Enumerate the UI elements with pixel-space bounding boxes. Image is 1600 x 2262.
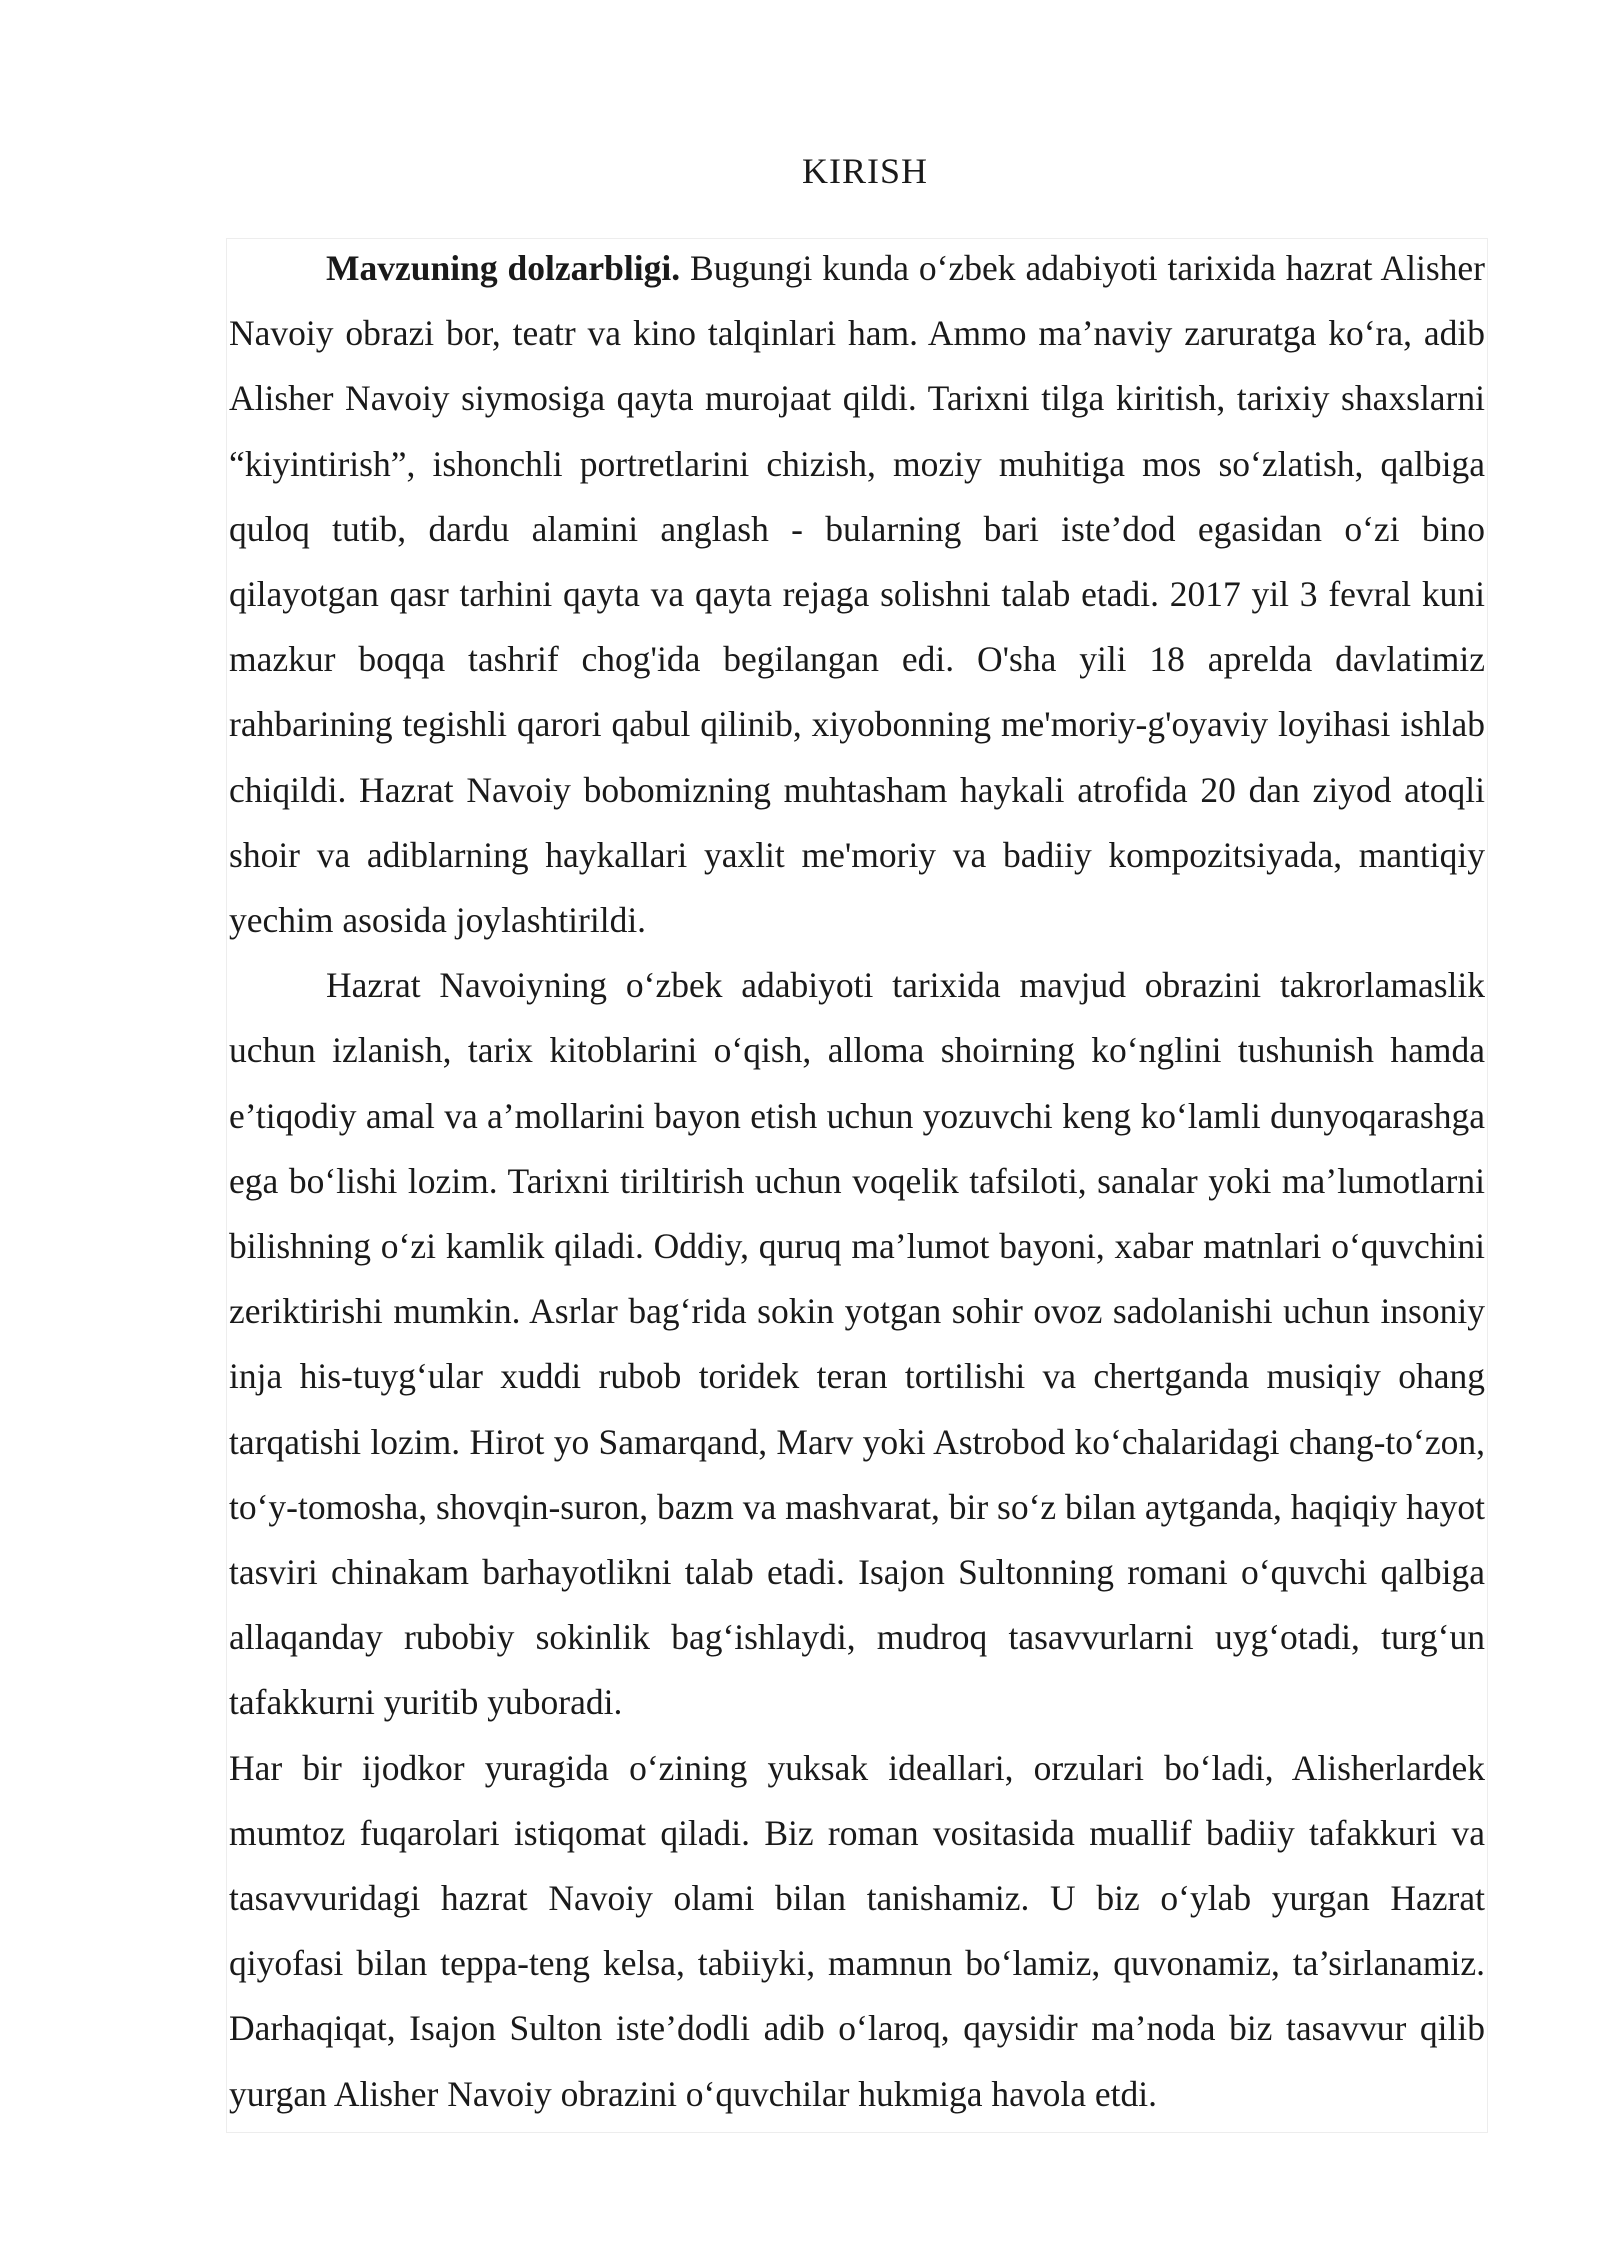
page-title: KIRISH [801, 151, 928, 191]
paragraph-ideals [229, 1736, 1485, 2127]
paragraph-lead: Mavzuning dolzarbligi. [326, 248, 681, 288]
paragraph-text: Hazrat Navoiyning o‘zbek adabiyoti tarixida mavjud obrazini takrorlamaslik uchun izlanish, tarix kitoblarini o‘qish, alloma shoirning ko‘nglini tushunish hamda e’tiqodiy amal va a’mollarini bayon etish uchun yozuvchi keng ko‘lamli dunyoqarashga ega bo‘lishi lozim. Tarixni tiriltirish uchun voqelik tafsiloti, sanalar yoki ma’lumotlarni bilishning o‘zi kamlik qiladi. Oddiy, quruq ma’lumot bayoni, xabar matnlari o‘quvchini zeriktirishi mumkin. Asrlar bag‘rida sokin yotgan sohir ovoz sadolanishi uchun insoniy inja his-tuyg‘ular xuddi rubob toridek teran tortilishi va chertganda musiqiy ohang tarqatishi lozim. Hirot yo Samarqand, Marv yoki Astrobod ko‘chalaridagi chang-to‘zon, to‘y-tomosha, shovqin-suron, bazm va mashvarat, bir so‘z bilan aytganda, haqiqiy hayot tasviri chinakam barhayotlikni talab etadi. Isajon Sultonning romani o‘quvchi qalbiga allaqanday rubobiy sokinlik bag‘ishlaydi, mudroq tasavvurlarni uyg‘otadi, turg‘un tafakkurni yuritib yuboradi. [229, 965, 1486, 1723]
paragraph-text: Bugungi kunda o‘zbek adabiyoti tarixida hazrat Alisher Navoiy obrazi bor, teatr va kino talqinlari ham. Ammo ma’naviy zaruratga ko‘ra, adib Alisher Navoiy siymosiga qayta murojaat qildi. Tarixni tilga kiritish, tarixiy shaxslarni “kiyintirish”, ishonchli portretlarini chizish, moziy muhitiga mos so‘zlatish, qalbiga quloq tutib, dardu alamini anglash - bularning bari iste’dod egasidan o‘zi bino qilayotgan qasr tarhini qayta va qayta rejaga solishni talab etadi. 2017 yil 3 fevral kuni mazkur boqqa tashrif chog'ida begilangan edi. O'sha yili 18 aprelda davlatimiz rahbarining tegishli qarori qabul qilinib, xiyobonning me'moriy-g'oyaviy loyihasi ishlab chiqildi. Hazrat Navoiy bobomizning muhtasham haykali atrofida 20 dan ziyod atoqli shoir va adiblarning haykallari yaxlit me'moriy va badiiy kompozitsiyada, mantiqiy yechim asosida joylashtirildi. [229, 248, 1485, 941]
paragraph-navoiy-image [229, 953, 1485, 1735]
paragraph-text: Har bir ijodkor yuragida o‘zining yuksak ideallari, orzulari bo‘ladi, Alisherlardek mumtoz fuqarolari istiqomat qiladi. Biz roman vositasida muallif badiiy tafakkuri va tasavvuridagi hazrat Navoiy olami bilan tanishamiz. U biz o‘ylab yurgan Hazrat qiyofasi bilan teppa-teng kelsa, tabiiyki, mamnun bo‘lamiz, quvonamiz, ta’sirlanamiz. Darhaqiqat, Isajon Sulton iste’dodli adib o‘laroq, qaysidir ma’noda biz tasavvur qilib yurgan Alisher Navoiy obrazini o‘quvchilar hukmiga havola etdi. [229, 1747, 1485, 2114]
document-body [229, 236, 1485, 2127]
paragraph-relevance [229, 236, 1485, 953]
